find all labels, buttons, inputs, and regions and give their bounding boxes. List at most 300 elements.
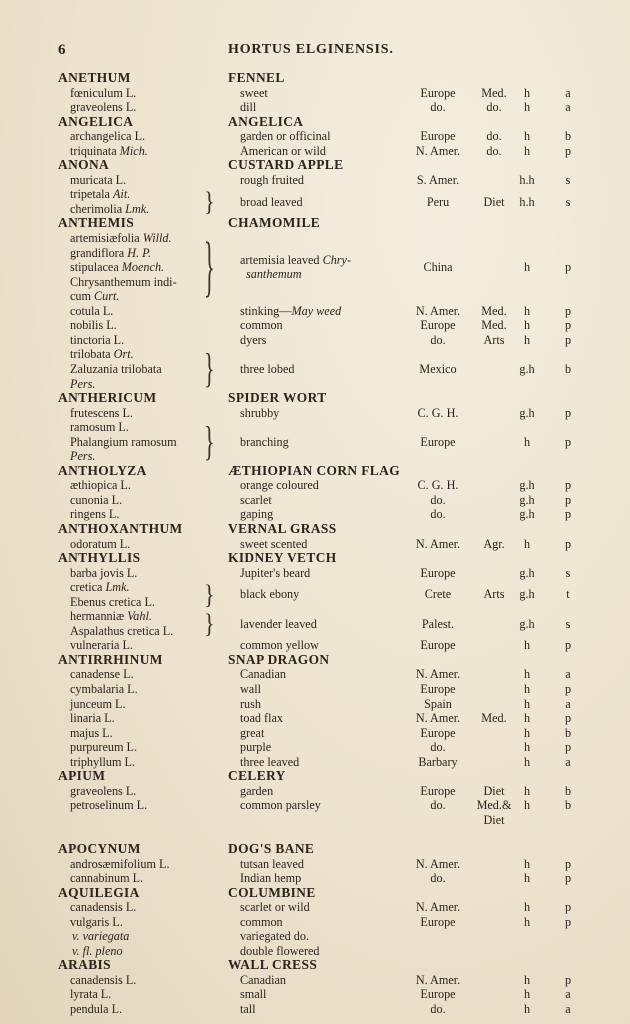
species-latin-name (70, 507, 119, 522)
habitat: h (523, 303, 531, 318)
synonym-name (70, 187, 130, 202)
english-name (240, 507, 273, 522)
species-row (0, 726, 630, 741)
english-name (240, 587, 299, 602)
plant-catalogue-list (0, 71, 630, 1017)
native-country: Europe (420, 318, 456, 333)
use: Med. (481, 711, 507, 726)
species-row (0, 478, 630, 493)
habitat: g.h (519, 492, 535, 507)
english-text: scarlet or wild (240, 900, 310, 915)
english-name (240, 900, 310, 915)
latin-text: tinctoria L. (70, 332, 125, 347)
synonym-name (70, 275, 177, 290)
species-latin-name (70, 638, 133, 653)
english-text: common yellow (240, 638, 319, 653)
english-name (240, 129, 330, 144)
native-country: do. (430, 332, 446, 347)
english-name-text: three lobed (240, 361, 295, 376)
species-row (0, 682, 630, 697)
latin-text: androsæmifolium L. (70, 856, 170, 871)
duration: p (564, 303, 572, 318)
grouped-synonym-entry (0, 347, 630, 391)
species-row (0, 944, 630, 959)
genus-latin-name (58, 886, 140, 901)
synonym-text: Aspalathus cretica L. (70, 623, 174, 638)
genus-english-name (228, 115, 303, 130)
synonym-authority: H. P. (127, 245, 152, 260)
duration: p (564, 638, 572, 653)
english-name (240, 406, 279, 421)
synonym-name (70, 202, 149, 217)
species-latin-name (70, 129, 145, 144)
species-latin-name (70, 857, 170, 872)
species-row (0, 973, 630, 988)
synonym-text: artemisiæfolia (70, 231, 143, 246)
habitat: h (523, 754, 531, 769)
genus-latin-name (58, 216, 134, 231)
genus-latin-name (58, 842, 141, 857)
habitat: h (523, 129, 531, 144)
english-name-text: branching (240, 434, 289, 449)
duration: p (564, 332, 572, 347)
english-text: rough fruited (240, 172, 304, 187)
habitat: h (523, 332, 531, 347)
species-latin-name (72, 929, 129, 944)
synonym-name (70, 580, 130, 595)
english-text: Canadian (240, 972, 287, 987)
duration-text: p (564, 434, 572, 449)
latin-text: ANETHUM (58, 70, 131, 85)
genus-english-name (228, 958, 317, 973)
grouped-synonym-entry (0, 227, 630, 305)
species-row (0, 711, 630, 726)
habitat: h (523, 798, 531, 813)
latin-text: vulneraria L. (70, 638, 133, 653)
english-name-text: artemisia leaved (240, 252, 323, 267)
latin-text: graveolens L. (70, 100, 137, 115)
species-row (0, 86, 630, 101)
species-latin-name (70, 333, 124, 348)
english-text: orange coloured (240, 478, 319, 493)
english-text: rush (240, 696, 261, 711)
synonym-text: cretica (70, 580, 106, 595)
latin-text: frutescens L. (70, 405, 133, 420)
habitat: h (523, 711, 531, 726)
species-row (0, 304, 630, 319)
brace-glyph: } (204, 607, 215, 639)
synonym-text: trilobata (70, 347, 114, 362)
latin-text: majus L. (70, 725, 113, 740)
native-country: do. (430, 100, 446, 115)
genus-english-name (228, 158, 343, 173)
native-country: do. (430, 1002, 446, 1017)
english-text: common parsley (240, 798, 321, 813)
use-text: Diet (483, 194, 505, 209)
species-latin-name (70, 318, 117, 333)
native-country: Europe (420, 565, 456, 580)
english-name (240, 478, 319, 493)
use: Med. (481, 85, 507, 100)
latin-text: APIUM (58, 768, 106, 784)
english-name (240, 173, 304, 188)
english-name-text: black ebony (240, 587, 300, 602)
english-name (240, 711, 283, 726)
duration: p (564, 711, 572, 726)
native-country: N. Amer. (415, 856, 461, 871)
genus-latin-name (58, 653, 163, 668)
species-row (0, 667, 630, 682)
latin-text: barba jovis L. (70, 565, 138, 580)
habitat: h (523, 1002, 531, 1017)
english-text: ANGELICA (228, 113, 304, 129)
english-text: small (240, 987, 267, 1002)
synonym-text: Zaluzania trilobata (70, 361, 162, 376)
english-text: common (240, 914, 283, 929)
habitat: h (523, 972, 531, 987)
species-row (0, 740, 630, 755)
duration: s (565, 172, 571, 187)
native-country: N. Amer. (415, 536, 461, 551)
species-latin-name (70, 697, 126, 712)
synonym-authority: Lmk. (125, 201, 150, 216)
species-row (0, 129, 630, 144)
synonym-authority: Ort. (113, 347, 134, 362)
synonym-name (70, 420, 129, 435)
genus-latin-name (58, 158, 109, 173)
synonym-name (70, 377, 95, 392)
latin-text: cymbalaria L. (70, 681, 138, 696)
synonym-authority: Ait. (112, 187, 131, 202)
species-latin-name (70, 493, 122, 508)
habitat: g.h (519, 565, 535, 580)
latin-authority: v. variegata (72, 929, 130, 944)
native-country: N. Amer. (415, 711, 461, 726)
duration-text: s (565, 616, 571, 631)
habitat-text: h (523, 260, 531, 275)
species-latin-name (70, 973, 136, 988)
english-text: wall (240, 681, 261, 696)
english-text: scarlet (240, 492, 272, 507)
native-country-text: China (423, 260, 453, 275)
genus-english-name (228, 216, 320, 231)
synonym-text: Chrysanthemum indi- (70, 274, 177, 289)
synonym-text: cum (70, 289, 95, 304)
native-country: do. (430, 798, 446, 813)
latin-text: junceum L. (70, 696, 126, 711)
native-country (403, 362, 473, 377)
english-name (240, 755, 299, 770)
english-text: garden (240, 783, 274, 798)
duration: p (564, 871, 572, 886)
genus-heading-row (0, 522, 630, 537)
use: do. (486, 129, 502, 144)
genus-latin-name (58, 958, 111, 973)
genus-heading-row (0, 71, 630, 86)
synonym-authority: Willd. (142, 231, 172, 246)
brace-glyph: } (204, 345, 215, 392)
genus-heading-row (0, 958, 630, 973)
english-name (240, 798, 321, 813)
synonym-text: Ebenus cretica L. (70, 594, 155, 609)
latin-text: triphyllum L. (70, 754, 135, 769)
english-text: SPIDER WORT (228, 390, 327, 406)
habitat-text: g.h (519, 587, 535, 602)
synonym-name (70, 289, 119, 304)
grouped-synonym-entry (0, 609, 630, 638)
english-name (240, 333, 266, 348)
english-name (240, 697, 261, 712)
native-country: do. (430, 507, 446, 522)
species-row (0, 507, 630, 522)
english-name (240, 667, 286, 682)
english-name (240, 566, 310, 581)
english-name (240, 435, 289, 450)
species-latin-name (70, 406, 133, 421)
duration: a (565, 85, 571, 100)
native-country (403, 435, 473, 450)
genus-heading-row (0, 158, 630, 173)
habitat: h (523, 536, 531, 551)
english-text: CHAMOMILE (228, 215, 321, 231)
species-row (0, 755, 630, 770)
duration: p (564, 972, 572, 987)
synonym-authority: Pers. (70, 376, 96, 391)
genus-english-name (228, 653, 330, 668)
habitat: h (523, 85, 531, 100)
latin-text: AQUILEGIA (58, 884, 140, 900)
native-country: Barbary (418, 754, 458, 769)
genus-english-name (228, 522, 337, 537)
english-text: sweet scented (240, 536, 308, 551)
species-row (0, 987, 630, 1002)
use: Med. (481, 303, 507, 318)
english-name (240, 253, 351, 268)
latin-text: cannabinum L. (70, 871, 144, 886)
grouped-synonym-entry (0, 417, 630, 465)
english-name (240, 857, 304, 872)
english-name (240, 784, 273, 799)
habitat: h (523, 143, 531, 158)
species-latin-name (70, 871, 143, 886)
english-text: SNAP DRAGON (228, 651, 330, 667)
habitat: h (523, 856, 531, 871)
duration (558, 362, 578, 377)
latin-text: APOCYNUM (58, 841, 141, 856)
species-row (0, 929, 630, 944)
duration: b (564, 129, 572, 144)
english-text: ÆTHIOPIAN CORN FLAG (228, 462, 401, 478)
species-row (0, 566, 630, 581)
duration: p (564, 740, 572, 755)
brace-glyph: } (204, 227, 215, 305)
genus-heading-row (0, 115, 630, 130)
native-country (403, 617, 473, 632)
duration-text: b (564, 361, 572, 376)
species-row (0, 857, 630, 872)
duration: s (565, 565, 571, 580)
english-text: variegated do. (240, 929, 310, 944)
species-row (0, 798, 630, 813)
habitat (512, 362, 542, 377)
use: Diet (483, 783, 505, 798)
species-row (0, 100, 630, 115)
english-text: common (240, 318, 283, 333)
blank-line (0, 827, 630, 842)
native-country (403, 195, 473, 210)
english-name (240, 318, 283, 333)
native-country: C. G. H. (417, 478, 459, 493)
english-text: Jupiter's beard (240, 565, 311, 580)
use: Diet (483, 812, 505, 827)
synonym-authority: Pers. (70, 449, 96, 464)
duration: p (564, 856, 572, 871)
latin-text: triquinata (70, 143, 120, 158)
synonym-name (70, 362, 162, 377)
latin-text: ANGELICA (58, 113, 134, 129)
species-row (0, 784, 630, 799)
native-country: N. Amer. (415, 972, 461, 987)
english-name (240, 987, 266, 1002)
synonym-name (70, 609, 152, 624)
genus-english-name (228, 886, 316, 901)
english-name (240, 537, 307, 552)
latin-text: fœniculum L. (70, 85, 137, 100)
species-row (0, 638, 630, 653)
species-row (0, 900, 630, 915)
latin-text: linaria L. (70, 711, 115, 726)
english-italic: May weed (291, 303, 342, 318)
latin-text: lyrata L. (70, 987, 112, 1002)
species-latin-name (70, 1002, 122, 1017)
latin-text: nobilis L. (70, 318, 117, 333)
english-text: sweet (240, 85, 268, 100)
native-country: Europe (420, 681, 456, 696)
english-name (240, 929, 309, 944)
genus-latin-name (58, 391, 156, 406)
latin-text: ANONA (58, 157, 110, 173)
species-latin-name (70, 798, 147, 813)
latin-text: canadensis L. (70, 900, 137, 915)
grouped-synonym-entry (0, 187, 630, 216)
latin-text: cunonia L. (70, 492, 123, 507)
habitat-text: h.h (519, 194, 535, 209)
synonym-name (70, 246, 151, 261)
genus-heading-row (0, 216, 630, 231)
duration: p (564, 492, 572, 507)
native-country-text: Europe (420, 434, 456, 449)
species-latin-name (70, 987, 111, 1002)
english-text: VERNAL GRASS (228, 520, 337, 536)
english-name (240, 195, 303, 210)
duration (558, 195, 578, 210)
english-text: FENNEL (228, 70, 285, 85)
species-latin-name (70, 682, 138, 697)
english-text: dill (240, 100, 257, 115)
english-text: WALL CRESS (228, 957, 318, 973)
latin-text: vulgaris L. (70, 914, 123, 929)
english-name (240, 144, 326, 159)
latin-text: purpureum L. (70, 740, 138, 755)
english-name-text: lavender leaved (240, 616, 317, 631)
habitat: h (523, 318, 531, 333)
english-name (240, 973, 286, 988)
synonym-name (70, 231, 172, 246)
native-country-text: Peru (426, 194, 450, 209)
native-country: N. Amer. (415, 667, 461, 682)
duration: a (565, 696, 571, 711)
latin-text: ANTHOXANTHUM (58, 520, 183, 536)
habitat: h (523, 696, 531, 711)
english-text: three leaved (240, 754, 300, 769)
duration: p (564, 507, 572, 522)
duration: b (564, 783, 572, 798)
genus-english-name (228, 71, 285, 86)
page-header (0, 42, 630, 62)
native-country: Europe (420, 725, 456, 740)
genus-latin-name (58, 551, 140, 566)
use: Arts (483, 332, 505, 347)
species-latin-name (70, 100, 136, 115)
latin-text: pendula L. (70, 1002, 123, 1017)
native-country: N. Amer. (415, 900, 461, 915)
species-row (0, 1002, 630, 1017)
english-text: shrubby (240, 405, 280, 420)
native-country-text: Crete (424, 587, 452, 602)
synonym-text: grandiflora (70, 245, 128, 260)
english-name (240, 740, 271, 755)
english-name (240, 871, 301, 886)
use: Agr. (483, 536, 505, 551)
latin-text: muricata L. (70, 172, 127, 187)
species-row (0, 333, 630, 348)
duration: p (564, 405, 572, 420)
synonym-text: tripetala (70, 187, 113, 202)
english-name (240, 86, 268, 101)
habitat: h (523, 740, 531, 755)
english-name-italic: Chry- (322, 252, 352, 267)
habitat: h (523, 667, 531, 682)
duration: p (564, 914, 572, 929)
synonym-text: hermanniæ (70, 609, 128, 624)
native-country-text: Palest. (421, 616, 455, 631)
duration: p (564, 478, 572, 493)
synonym-name (70, 435, 177, 450)
latin-text: ANTHEMIS (58, 215, 135, 231)
synonym-text: cherimolia (70, 201, 126, 216)
english-text: garden or officinal (240, 129, 331, 144)
english-text: Indian hemp (240, 871, 302, 886)
habitat-text: h (523, 434, 531, 449)
habitat: h (523, 725, 531, 740)
genus-heading-row (0, 464, 630, 479)
english-name (240, 617, 317, 632)
english-text: tall (240, 1002, 256, 1017)
species-latin-name (70, 755, 135, 770)
duration-text: t (566, 587, 570, 602)
genus-heading-row (0, 653, 630, 668)
species-row (0, 813, 630, 828)
use-text: Arts (483, 587, 505, 602)
species-latin-name (70, 478, 131, 493)
species-row (0, 493, 630, 508)
latin-text: ANTHYLLIS (58, 550, 141, 566)
english-name (240, 1002, 256, 1017)
english-name (240, 915, 283, 930)
synonym-authority: Moench. (121, 260, 165, 275)
habitat: h (523, 987, 531, 1002)
duration (558, 587, 578, 602)
